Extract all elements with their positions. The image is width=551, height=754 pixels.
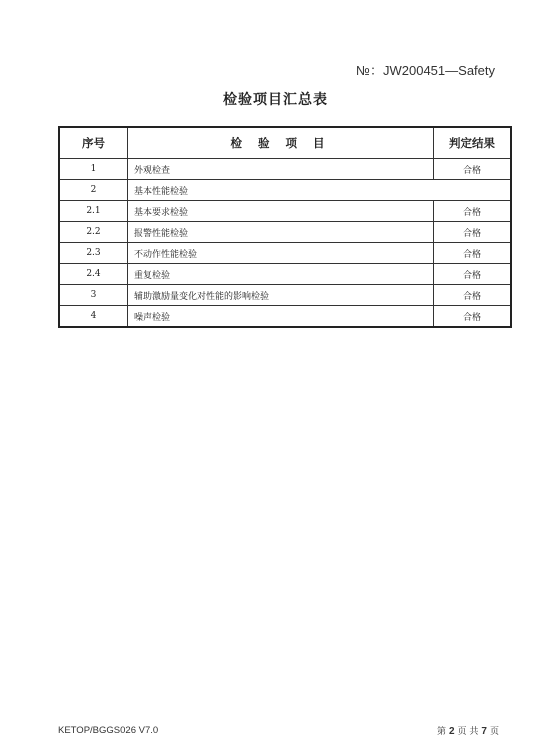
row-item: 不动作性能检验 [128, 243, 434, 264]
report-number: №：JW200451—Safety [356, 63, 495, 78]
page-prefix: 第 [436, 727, 446, 737]
row-item: 重复检验 [128, 264, 434, 285]
table-row [59, 159, 511, 180]
page-mid: 页 共 [457, 727, 479, 737]
header-item: 检 验 项 目 [128, 127, 434, 159]
row-no: 2 [59, 180, 128, 201]
table-row [59, 285, 511, 306]
page-current: 2 [448, 726, 455, 737]
table-row [59, 180, 511, 201]
row-no: 1 [59, 159, 128, 180]
row-no: 2.4 [59, 264, 128, 285]
row-no: 3 [59, 285, 128, 306]
header-result: 判定结果 [434, 127, 512, 159]
row-item: 基本性能检验 [128, 180, 512, 201]
table-row [59, 201, 511, 222]
row-result: 合格 [434, 222, 512, 243]
page-title: 检验项目汇总表 [223, 92, 328, 108]
table-header-row [59, 127, 511, 159]
table-row [59, 264, 511, 285]
row-item: 报警性能检验 [128, 222, 434, 243]
row-item: 辅助激励量变化对性能的影响检验 [128, 285, 434, 306]
row-result: 合格 [434, 201, 512, 222]
row-item: 基本要求检验 [128, 201, 434, 222]
page-total: 7 [481, 726, 487, 737]
row-result: 合格 [434, 264, 512, 285]
page-indicator [437, 724, 499, 737]
table-row [59, 306, 511, 328]
row-item: 噪声检验 [128, 306, 434, 328]
row-result: 合格 [434, 159, 512, 180]
row-item: 外观检查 [128, 159, 434, 180]
page-suffix: 页 [489, 727, 499, 737]
row-result: 合格 [434, 306, 512, 328]
header-no: 序号 [59, 127, 128, 159]
form-code: KETOP/BGGS026 V7.0 [58, 725, 159, 736]
row-result: 合格 [434, 285, 512, 306]
row-no: 2.2 [59, 222, 128, 243]
row-no: 4 [59, 306, 128, 328]
table-row [59, 222, 511, 243]
inspection-summary-table [58, 126, 512, 328]
table-row [59, 243, 511, 264]
row-no: 2.1 [59, 201, 128, 222]
row-no: 2.3 [59, 243, 128, 264]
row-result: 合格 [434, 243, 512, 264]
